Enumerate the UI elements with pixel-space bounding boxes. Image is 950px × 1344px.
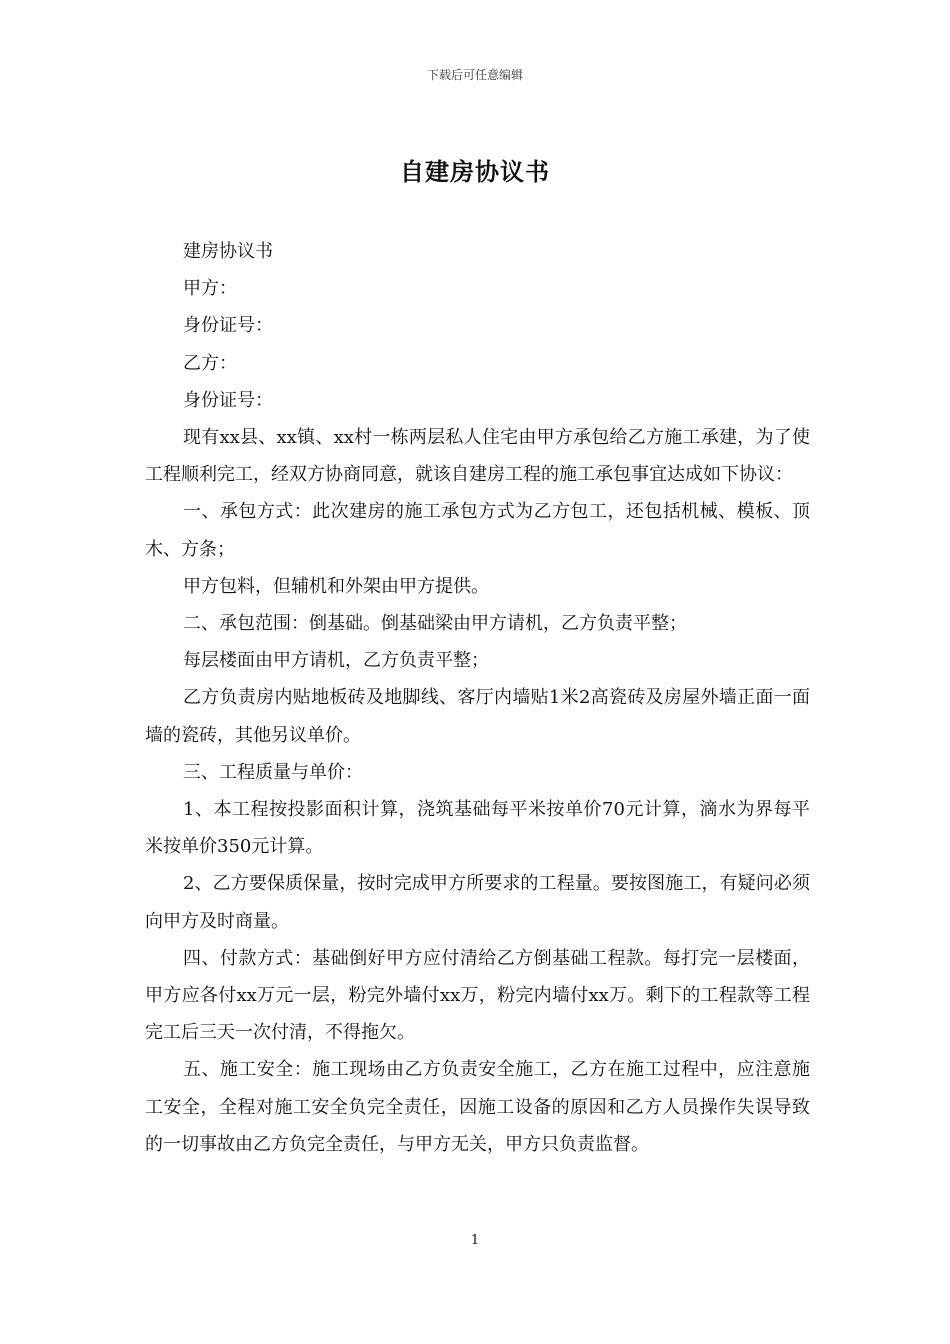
paragraph-section-2-floors: 每层楼面由甲方请机，乙方负责平整； <box>183 650 489 672</box>
paragraph-section-3: 三、工程质量与单价： <box>183 761 363 783</box>
paragraph-subtitle: 建房协议书 <box>183 241 273 262</box>
paragraph-party-b: 乙方： <box>183 352 237 374</box>
paragraph-party-a-id: 身份证号： <box>183 315 273 337</box>
document-body <box>145 233 810 1163</box>
paragraph-party-a: 甲方： <box>183 278 237 300</box>
paragraph-preamble: 现有xx县、xx镇、xx村一栋两层私人住宅由甲方承包给乙方施工承建，为了使工程顺利完工，经双方协商同意，就该自建房工程的施工承包事宜达成如下协议： <box>145 427 810 486</box>
paragraph-section-4: 四、付款方式：基础倒好甲方应付清给乙方倒基础工程款。每打完一层楼面，甲方应各付xx万元一层，粉完外墙付xx万，粉完内墙付xx万。剩下的工程款等工程完工后三天一次付清，不得拖欠。 <box>145 947 810 1044</box>
paragraph-section-1: 一、承包方式：此次建房的施工承包方式为乙方包工，还包括机械、模板、顶木、方条； <box>145 501 810 560</box>
paragraph-section-1-materials: 甲方包料，但辅机和外架由甲方提供。 <box>183 575 489 597</box>
page-number: 1 <box>470 1233 480 1248</box>
document-title: 自建房协议书 <box>400 157 550 186</box>
paragraph-party-b-id: 身份证号： <box>183 389 273 411</box>
paragraph-section-3-item-1: 1、本工程按投影面积计算，浇筑基础每平米按单价70元计算，滴水为界每平米按单价350元计算。 <box>145 799 810 858</box>
header-note: 下载后可任意编辑 <box>426 68 523 82</box>
paragraph-section-3-item-2: 2、乙方要保质保量，按时完成甲方所要求的工程量。要按图施工，有疑问必须向甲方及时商量。 <box>145 873 810 932</box>
paragraph-section-2: 二、承包范围：倒基础。倒基础梁由甲方请机，乙方负责平整； <box>183 613 687 635</box>
paragraph-section-2-tiles: 乙方负责房内贴地板砖及地脚线、客厅内墙贴1米2高瓷砖及房屋外墙正面一面墙的瓷砖，其他另议单价。 <box>145 687 810 746</box>
paragraph-section-5: 五、施工安全：施工现场由乙方负责安全施工，乙方在施工过程中，应注意施工安全，全程对施工安全负完全责任，因施工设备的原因和乙方人员操作失误导致的一切事故由乙方负完全责任，与甲方无关，甲方只负责监督。 <box>145 1059 810 1155</box>
